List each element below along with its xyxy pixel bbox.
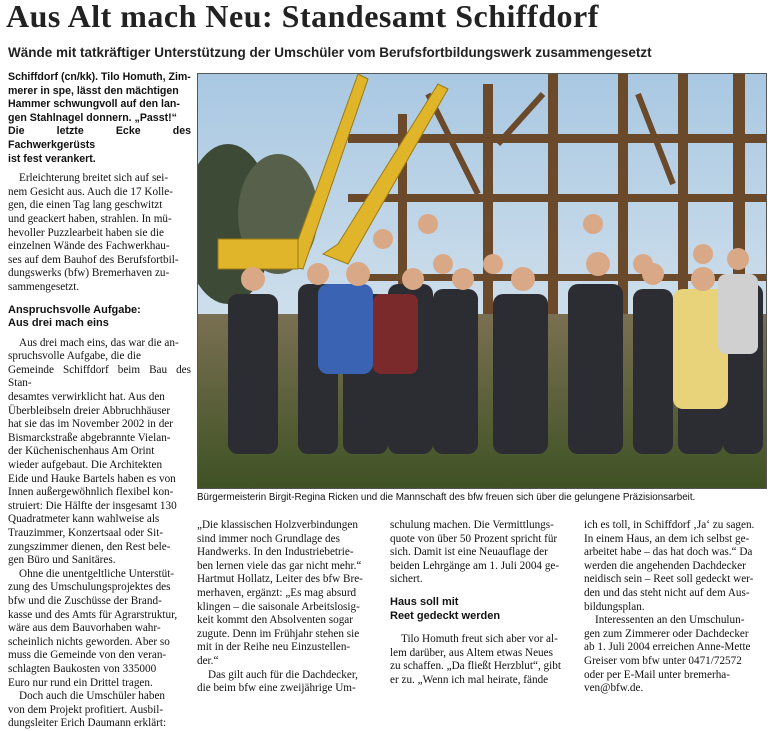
photo-caption: Bürgermeisterin Birgit-Regina Ricken und die Mannschaft des bfw freuen sich über die gelungene Präzisionsarbeit. [197, 492, 696, 503]
column-3 [390, 519, 570, 688]
paragraph: schulung machen. Die Vermittlungs- quote von über 50 Prozent spricht für sich. Damit ist eine Neuauflage der beiden Lehrgänge am 1. Juli 2004 ge- sichert. [390, 519, 560, 586]
section-heading: Anspruchsvolle Aufgabe: Aus drei mach eins [8, 303, 141, 330]
column-4 [584, 519, 766, 696]
team-photo-illustration [198, 74, 766, 488]
paragraph: Erleichterung breitet sich auf sei- nem Gesicht aus. Auch die 17 Kolle- gen, die einen Tag lang geschwitzt und geackert haben, strahlen. In mü- hevoller Puzzlearbeit haben sie die einzelnen Wände des Fachwerkhau- ses auf dem Bauhof des Berufsfortbil- dungswerks (bfw) Bremerhaven zu- sammengesetzt. [8, 172, 179, 293]
lead-paragraph: Schiffdorf (cn/kk). Tilo Homuth, Zim- merer in spe, lässt den mächtigen Hammer schwungvoll auf den lan- gen Stahlnagel donnern. „Passt!“ Die letzte Ecke des Fachwerkgerüsts ist fest verankert. [8, 71, 191, 165]
team-photo [197, 73, 767, 489]
paragraph: „Die klassischen Holzverbindungen sind immer noch Grundlage des Handwerks. In den Industriebetrie- ben lernen viele das gar nicht mehr.“ Hartmut Hollatz, Leiter des bfw Bre- merhaven, ergänzt: „Es mag absurd klingen – die saisonale Arbeitslosig- keit kommt den Absolventen sogar zugute. Denn im Frühjahr stehen sie mit in der Reihe neu Einzustellen- der.“ [197, 519, 363, 667]
paragraph: ich es toll, in Schiffdorf ‚Ja‘ zu sagen. In einem Haus, an dem ich selbst ge- arbeitet habe – das hat doch was.“ Da werden die angehenden Dachdecker neidisch sein – Reet soll gedeckt wer- den und das steht nicht auf dem Aus- bildungsplan. [584, 519, 755, 613]
column-2 [197, 519, 377, 696]
paragraph: Das gilt auch für die Dachdecker, die beim bfw eine zweijährige Um- [197, 668, 358, 695]
column-left [8, 71, 191, 731]
paragraph: Aus drei mach eins, das war die an- spruchsvolle Aufgabe, die die Gemeinde Schiffdorf beim Bau des Stan- desamtes verwirklicht hat. Aus den Überbleibseln dreier Abbruchhäuser hat sie das im November 2002 in der Bismarckstraße abgebrannte Vielan- der Küchenischenhaus Am Orint wieder aufgebaut. Die Architekten Eide und Hauke Bartels haben es von Innen außergewöhnlich flexibel kon- struiert: Die Hälfte der insgesamt 130 Quadratmeter kann wahlweise als Trauzimmer, Konzertsaal oder Sit- zungszimmer dienen, den Rest bele- gen Büro und Sanitäres. [8, 336, 191, 567]
subheadline: Wände mit tatkräftiger Unterstützung der Umschüler vom Berufsfortbildungswerk zusammengesetzt [8, 45, 652, 60]
headline: Aus Alt mach Neu: Standesamt Schiffdorf [6, 0, 599, 34]
paragraph: Interessenten an den Umschulun- gen zum Zimmerer oder Dachdecker ab 1. Juli 2004 erreichen Anne-Mette Greiser vom bfw unter 0471/72572 oder per E-Mail unter bremerha- ven@bfw.de. [584, 614, 751, 695]
paragraph: Tilo Homuth freut sich aber vor al- lem darüber, aus Altem etwas Neues zu schaffen. „Da fließt Herzblut“, gibt er zu. „Wenn ich mal heirate, fände [390, 633, 561, 686]
paragraph: Ohne die unentgeltliche Unterstüt- zung des Umschulungsprojektes des bfw und die Zuschüsse der Brand- kasse und des Amts für Agrarstruktur, wäre aus dem Bauvorhaben wahr- scheinlich nichts geworden. Aber so muss die Gemeinde von den veran- schlagten Baukosten von 335000 Euro nur rund ein Drittel tragen. [8, 567, 178, 689]
paragraph: Doch auch die Umschüler haben von dem Projekt profitiert. Ausbil- dungsleiter Erich Daumann erklärt: [8, 690, 167, 730]
section-heading: Haus soll mit Reet gedeckt werden [390, 595, 501, 622]
